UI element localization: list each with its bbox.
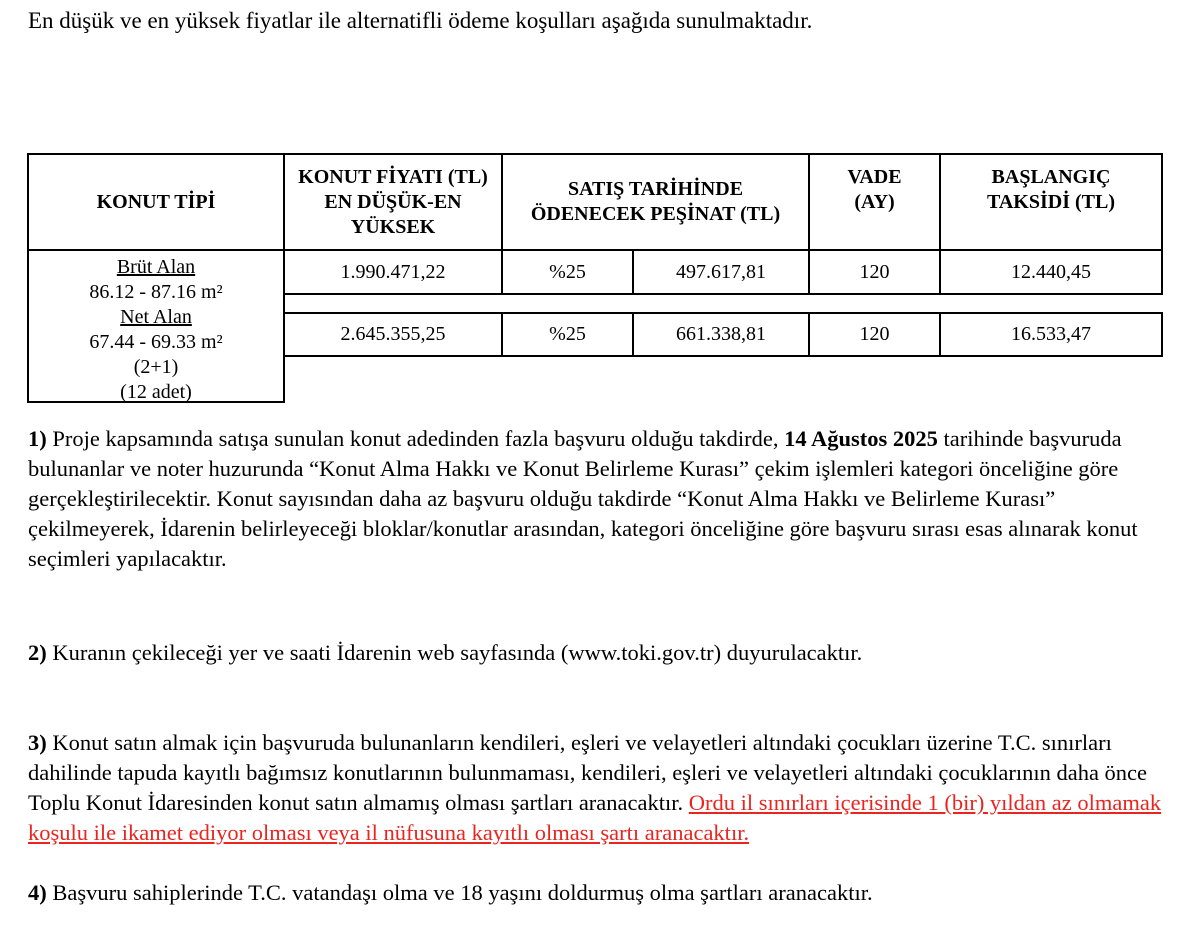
note-1-text-a: Proje kapsamında satışa sunulan konut adedinden fazla başvuru olduğu takdirde, (46, 426, 785, 451)
oda-sayisi: (2+1) (133, 356, 179, 378)
row1-downpayment: 497.617,81 (676, 260, 766, 283)
header-pesinat: SATIŞ TARİHİNDE ÖDENECEK PEŞİNAT (TL) (530, 178, 781, 225)
note-3 (28, 728, 1178, 848)
header-konut-tipi: KONUT TİPİ (96, 190, 216, 213)
row2-installment: 16.533,47 (1011, 323, 1091, 345)
net-alan-label: Net Alan (120, 306, 192, 328)
brut-alan-value: 86.12 - 87.16 m² (89, 281, 223, 303)
header-baslangic-taksidi: BAŞLANGIÇ TAKSİDİ (TL) (987, 166, 1115, 213)
note-1-text-b: tarihinde başvuruda bulunanlar ve noter huzurunda “Konut Alma Hakkı ve Konut Belirleme Kurası” çekim işlemleri kategori önceliğine göre gerçekleştirilecektir. Konut sayısından daha az başvuru olduğu takdirde “Konut Alma Hakkı ve Belirleme Kurası” çekilmeyerek, İdarenin belirleyeceği bloklar/konutlar arasından, kategori önceliğine göre başvuru sırası esas alınarak konut seçimleri yapılacaktır. (28, 426, 1138, 571)
note-4-number: 4) (28, 880, 47, 905)
row1-percent: %25 (549, 260, 586, 283)
row1-price: 1.990.471,22 (340, 260, 446, 283)
note-3-text: Konut satın almak için başvuruda bulunanların kendileri, eşleri ve velayetleri altındaki çocukları üzerine T.C. sınırları dahilinde tapuda kayıtlı bağımsız konutlarının bulunmaması, kendileri, eşleri ve velayetleri altındaki çocuklarının daha önce Toplu Konut İdaresinden konut satın almamış olması şartları aranacaktır. (28, 730, 1148, 815)
row2-downpayment: 661.338,81 (676, 323, 766, 345)
row1-term: 120 (859, 260, 890, 283)
note-1-number: 1) (28, 426, 47, 451)
row2-percent: %25 (549, 323, 586, 345)
note-2-number: 2) (28, 640, 47, 665)
row2-term: 120 (859, 323, 890, 345)
note-1-date: 14 Ağustos 2025 (784, 426, 938, 451)
brut-alan-label: Brüt Alan (116, 256, 196, 278)
note-2 (28, 638, 1178, 668)
header-konut-fiyati: KONUT FİYATI (TL) EN DÜŞÜK-EN YÜKSEK (298, 165, 488, 238)
row2-price: 2.645.355,25 (340, 323, 446, 345)
intro-text: En düşük ve en yüksek fiyatlar ile alternatifli ödeme koşulları aşağıda sunulmaktadır. (28, 8, 813, 33)
note-1 (28, 424, 1178, 574)
note-3-number: 3) (28, 730, 47, 755)
net-alan-value: 67.44 - 69.33 m² (89, 331, 223, 353)
note-4 (28, 878, 1178, 908)
konut-tipi-cell (27, 249, 285, 403)
note-4-text: Başvuru sahiplerinde T.C. vatandaşı olma ve 18 yaşını doldurmuş olma şartları aranacaktır. (46, 880, 873, 905)
note-2-text: Kuranın çekileceği yer ve saati İdarenin web sayfasında (www.toki.gov.tr) duyurulacaktır. (46, 640, 863, 665)
row1-installment: 12.440,45 (1011, 260, 1091, 283)
note-3-highlight: Ordu il sınırları içerisinde 1 (bir) yıldan az olmamak koşulu ile ikamet ediyor olması veya il nüfusuna kayıtlı olması şartı aranacaktır. (28, 790, 1162, 845)
konut-adedi: (12 adet) (120, 381, 192, 403)
header-vade: VADE (AY) (847, 166, 902, 213)
